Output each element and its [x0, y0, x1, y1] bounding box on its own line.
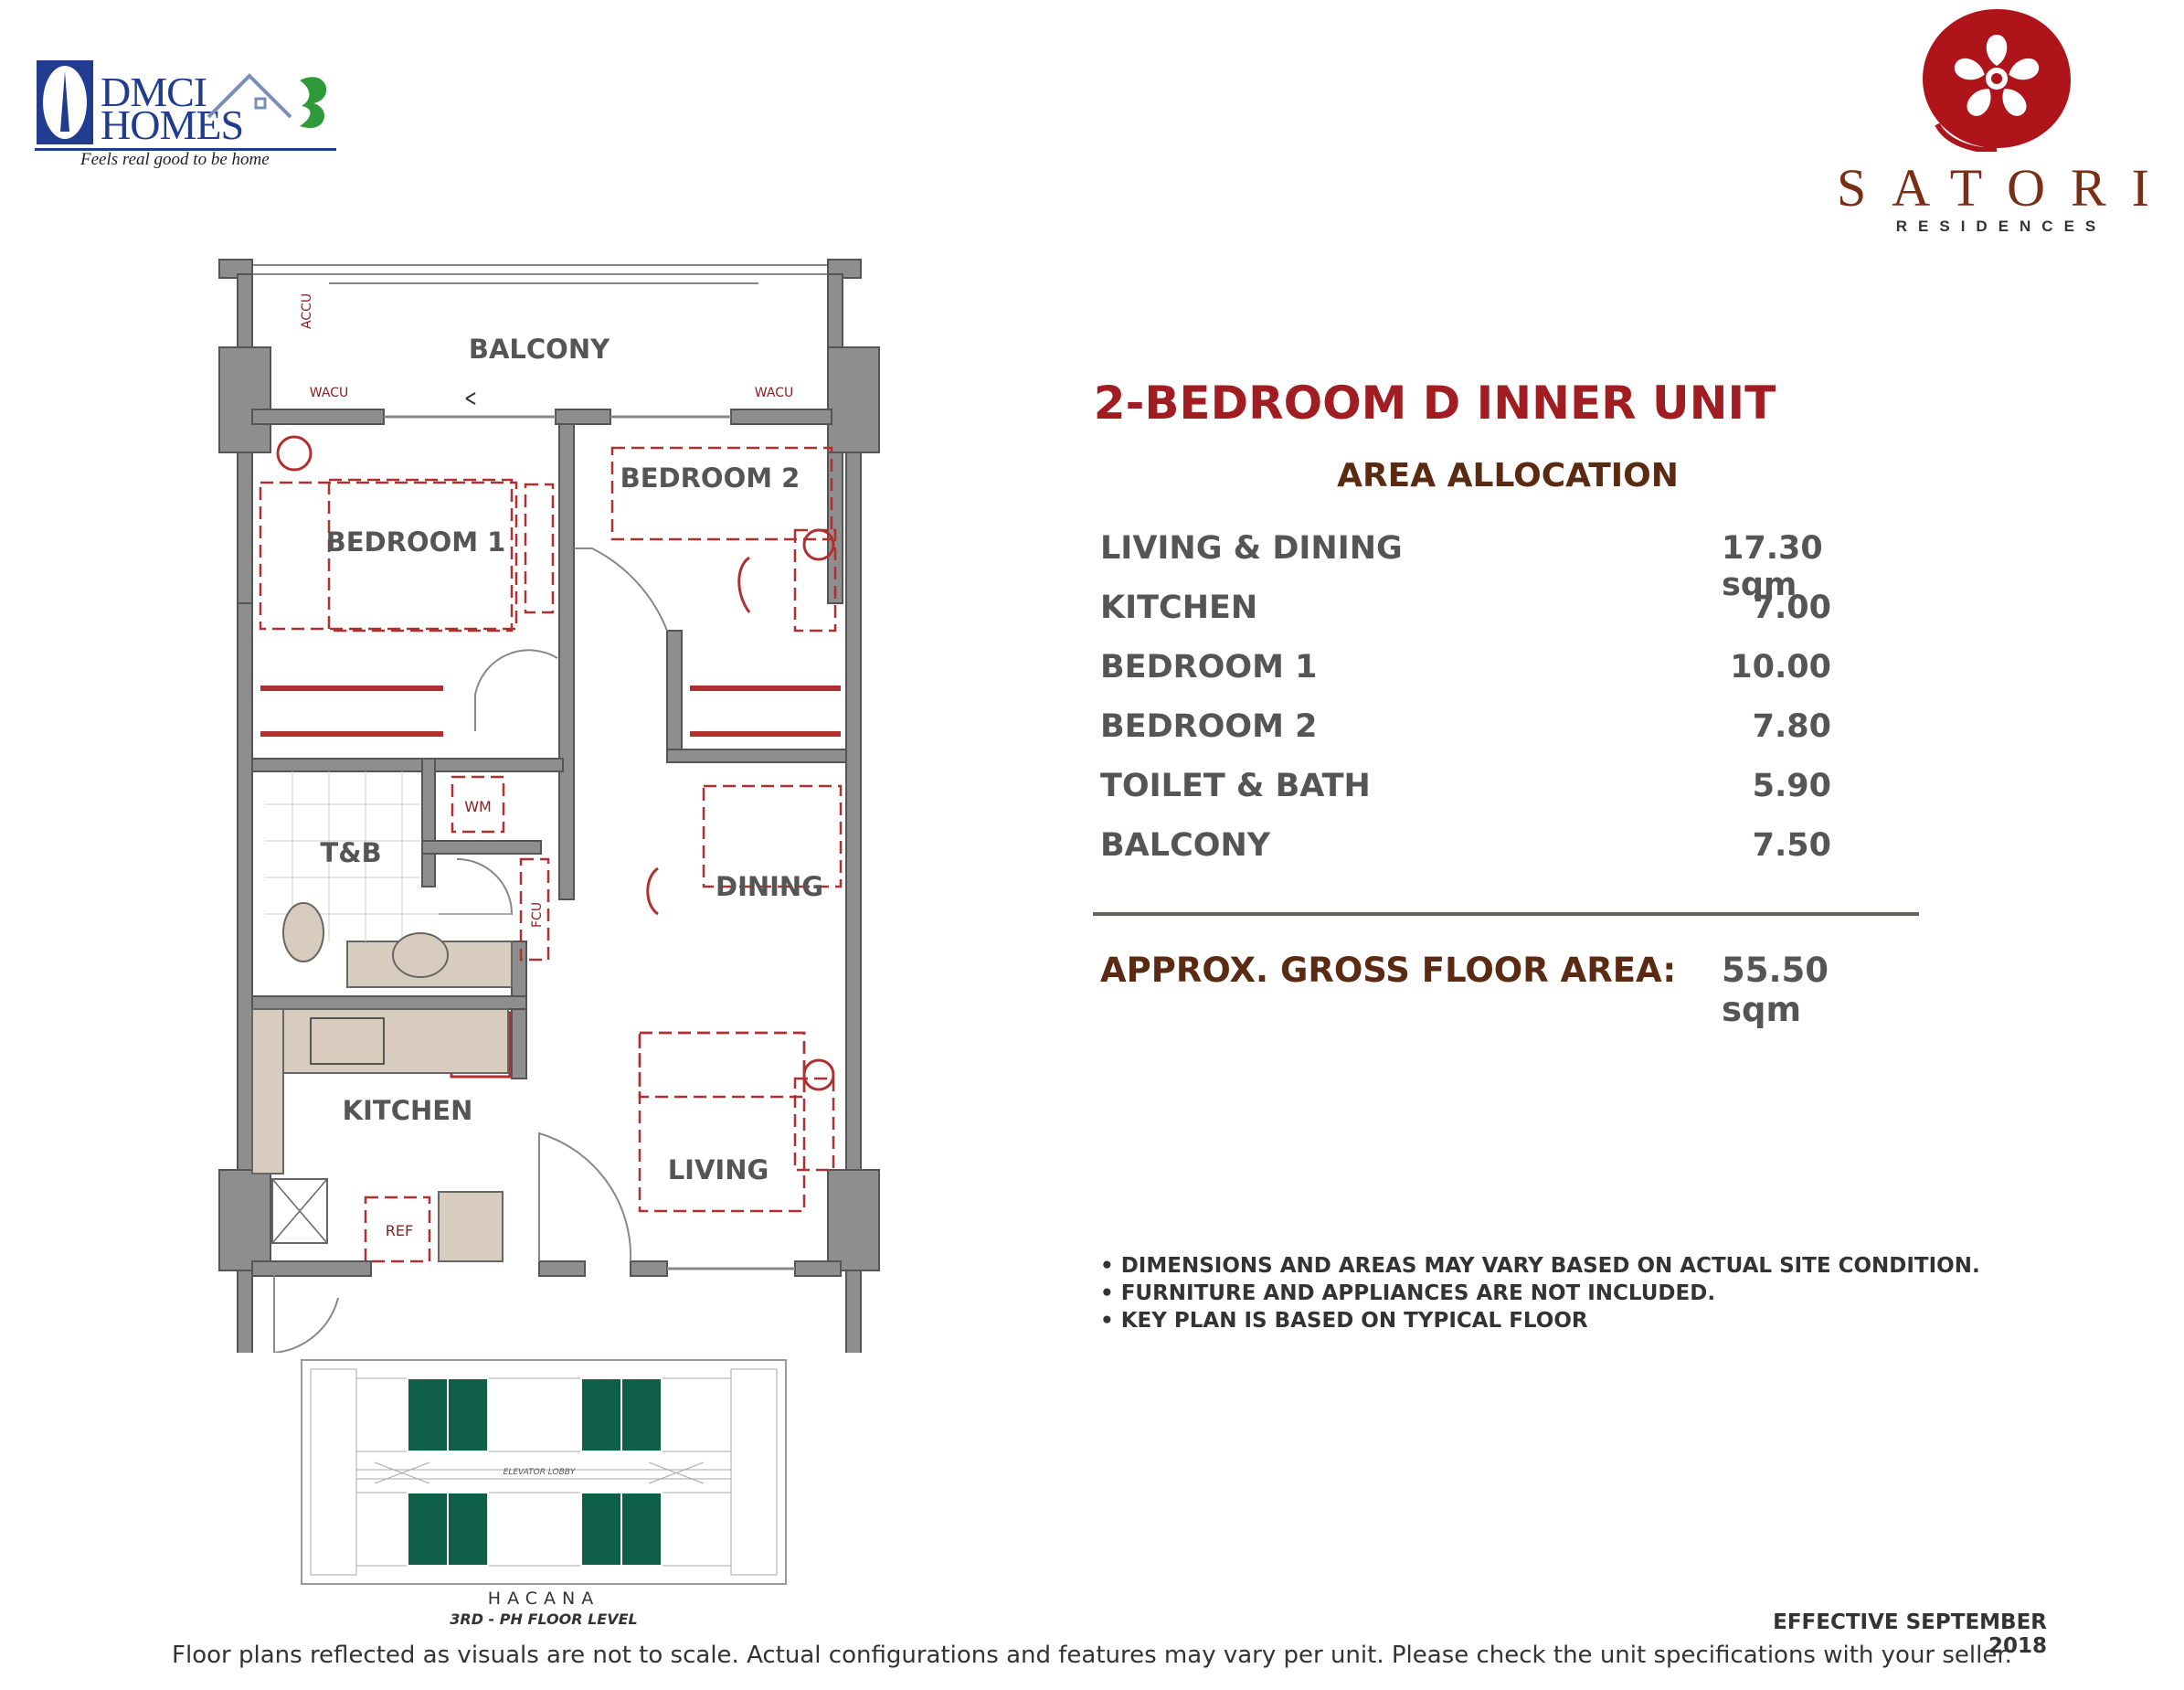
room-dining-label: DINING	[716, 871, 823, 902]
keyplan-building-name: HACANA	[487, 1589, 600, 1609]
satori-sakura-icon	[1919, 5, 2074, 152]
dmci-tagline: Feels real good to be home	[80, 150, 270, 169]
homes-word: HOMES	[101, 101, 244, 148]
unit-title: 2-BEDROOM D INNER UNIT	[1093, 377, 1776, 430]
area-allocation-heading: AREA ALLOCATION	[1337, 457, 1679, 494]
tag-wacu-right: WACU	[754, 386, 794, 400]
room-bedroom1-label: BEDROOM 1	[325, 526, 506, 558]
area-value: 7.00	[1752, 590, 1831, 626]
tag-fcu: FCU	[530, 901, 545, 928]
area-label: BALCONY	[1100, 827, 1271, 864]
area-value: 5.90	[1752, 768, 1831, 804]
disclaimer-text: Floor plans reflected as visuals are not to scale. Actual configurations and features may vary per unit. Please check the unit specifications with your seller.	[172, 1642, 2012, 1669]
unit-floor-plan	[210, 256, 905, 1353]
room-kitchen-label: KITCHEN	[342, 1095, 473, 1126]
key-plan	[292, 1351, 795, 1598]
area-label: TOILET & BATH	[1100, 768, 1371, 804]
area-row-bedroom1	[1100, 649, 1923, 700]
house-leaf-icon	[199, 62, 336, 135]
area-row-balcony	[1100, 827, 1923, 878]
satori-name: SATORI	[1837, 158, 2175, 218]
room-balcony-label: BALCONY	[468, 334, 610, 365]
keyplan-lobby-label: ELEVATOR LOBBY	[503, 1468, 576, 1477]
note-item: • FURNITURE AND APPLIANCES ARE NOT INCLUDED.	[1100, 1281, 1716, 1305]
note-item: • KEY PLAN IS BASED ON TYPICAL FLOOR	[1100, 1309, 1588, 1333]
area-row-kitchen	[1100, 590, 1923, 641]
area-value: 7.80	[1752, 708, 1831, 745]
room-tb-label: T&B	[320, 837, 382, 868]
room-bedroom2-label: BEDROOM 2	[620, 462, 800, 494]
area-row-living-dining	[1100, 530, 1923, 603]
area-value: 7.50	[1752, 827, 1831, 864]
area-value: 10.00	[1730, 649, 1831, 686]
area-row-toilet-bath	[1100, 768, 1923, 819]
gross-floor-area-label: APPROX. GROSS FLOOR AREA:	[1100, 951, 1677, 990]
area-row-bedroom2	[1100, 708, 1923, 760]
tag-wacu-left: WACU	[309, 386, 349, 400]
note-item: • DIMENSIONS AND AREAS MAY VARY BASED ON ACTUAL SITE CONDITION.	[1100, 1254, 1980, 1278]
keyplan-floor-level: 3RD - PH FLOOR LEVEL	[450, 1610, 638, 1628]
table-divider	[1093, 912, 1919, 916]
tag-ref: REF	[385, 1222, 414, 1239]
area-label: BEDROOM 1	[1100, 649, 1318, 686]
dmci-homes-logo	[35, 53, 345, 181]
area-label: BEDROOM 2	[1100, 708, 1318, 745]
area-label: KITCHEN	[1100, 590, 1258, 626]
satori-subtitle: RESIDENCES	[1895, 218, 2107, 235]
tag-accu: ACCU	[300, 292, 314, 329]
gross-floor-area-value: 55.50 sqm	[1722, 951, 1829, 1029]
tag-wm: WM	[464, 798, 492, 815]
room-living-label: LIVING	[667, 1154, 769, 1185]
effective-date: EFFECTIVE SEPTEMBER 2018	[1773, 1610, 2047, 1658]
dmci-word: DMCI	[101, 69, 207, 115]
area-value: 17.30 sqm	[1722, 530, 1823, 603]
dmci-emblem-icon	[35, 58, 95, 146]
area-label: LIVING & DINING	[1100, 530, 1403, 567]
